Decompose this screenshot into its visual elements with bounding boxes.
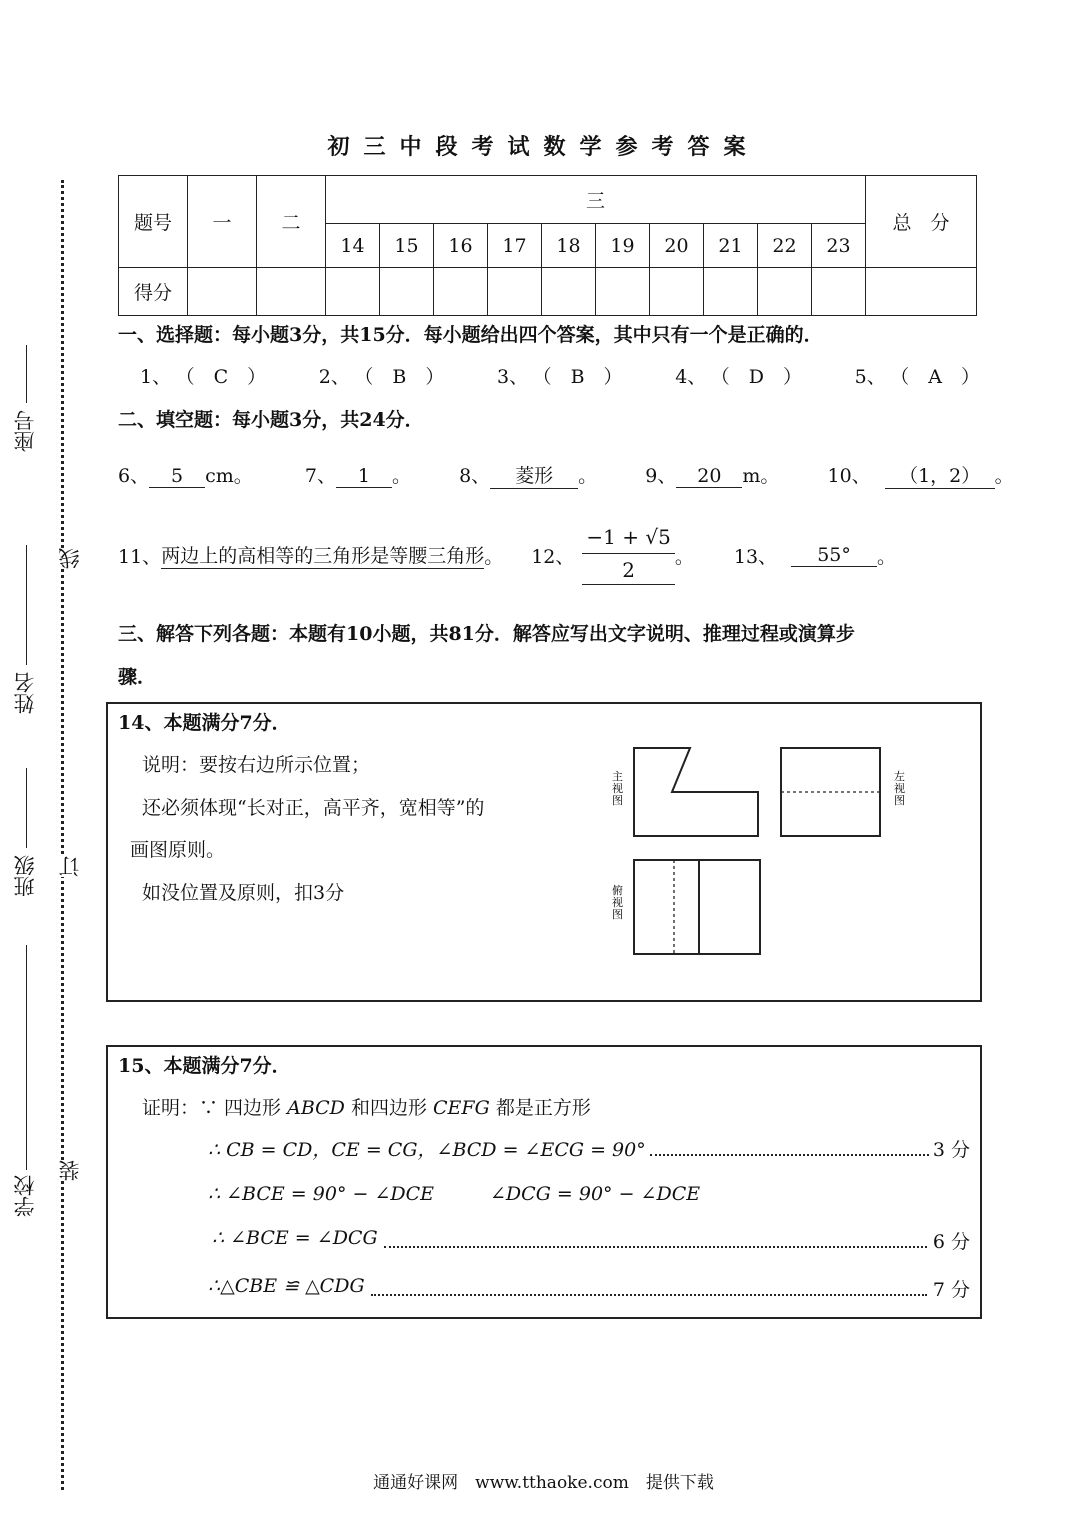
q15-line2-text: ∴ CB = CD，CE = CG，∠BCD = ∠ECG = 90° [208, 1139, 646, 1161]
score-cell [488, 268, 542, 316]
q15-proof-line5 [208, 1275, 970, 1302]
choice-number: 4、 [675, 366, 707, 388]
q15-line3a: ∴ ∠BCE = 90° − ∠DCE [208, 1183, 435, 1205]
q15-box [106, 1045, 982, 1319]
score-cell [326, 268, 380, 316]
q15-score-3: 3 分 [932, 1139, 970, 1161]
top-view-shape [634, 860, 760, 954]
q15-line4-text: ∴ ∠BCE = ∠DCG [212, 1227, 378, 1249]
table-col-part3: 三 [326, 176, 866, 224]
school-label: 学校 [13, 1175, 37, 1217]
choice-number: 5、 [854, 366, 886, 388]
q15-line1-suffix: 都是正方形 [489, 1097, 591, 1119]
q15-heading: 15、本题满分7分． [118, 1055, 291, 1077]
score-cell [257, 268, 326, 316]
q7-answer: 1 [336, 465, 392, 488]
section1-answers [140, 362, 980, 389]
q15-proof-line4 [212, 1227, 970, 1254]
seat-label: 座号 [13, 410, 37, 452]
choice-answer-item [140, 362, 266, 389]
q14-heading: 14、本题满分7分． [118, 712, 291, 734]
score-cell [758, 268, 812, 316]
choice-answer: （ D ） [720, 366, 803, 388]
fill-row-1 [118, 461, 1014, 489]
name-label: 姓名 [13, 672, 37, 714]
q15-proof-line1 [142, 1093, 591, 1120]
q11-unit: 。 [484, 545, 504, 568]
q15-square-abcd: ABCD [287, 1097, 345, 1119]
score-cell [596, 268, 650, 316]
seat-blank-line [26, 345, 27, 403]
name-blank-line [26, 545, 27, 665]
class-label: 班级 [13, 855, 37, 897]
q12-numerator: −1 + √5 [582, 525, 674, 554]
fill-row-2 [118, 520, 896, 590]
q9-unit: m。 [742, 465, 780, 487]
q15-line1-prefix: 证明：∵ 四边形 [142, 1097, 288, 1119]
page-title: 初三中段考试数学参考答案 [327, 134, 760, 160]
q15-line3b: ∠DCG = 90° − ∠DCE [490, 1183, 701, 1205]
table-subcol-19: 19 [596, 224, 650, 268]
q9-number: 9、 [645, 465, 677, 487]
table-subcol-16: 16 [434, 224, 488, 268]
top-view-label: 俯视图 [612, 884, 623, 921]
binding-mark-line: 线 [55, 548, 85, 569]
q9-answer: 20 [676, 465, 742, 488]
q14-note-2: 还必须体现“长对正，高平齐，宽相等”的 [142, 797, 485, 819]
q8-number: 8、 [459, 465, 491, 487]
q8-unit: 。 [578, 465, 598, 487]
q10-answer: （1，2） [885, 461, 995, 489]
score-cell-total [866, 268, 977, 316]
choice-answer: （ B ） [363, 366, 445, 388]
score-cell [704, 268, 758, 316]
q6-unit: cm。 [205, 465, 253, 487]
table-col-total: 总 分 [866, 176, 977, 268]
table-subcol-17: 17 [488, 224, 542, 268]
q15-score-7: 7 分 [932, 1279, 970, 1301]
binding-mark-install: 装 [55, 1160, 85, 1181]
choice-number: 3、 [496, 366, 529, 388]
table-subcol-23: 23 [812, 224, 866, 268]
table-subcol-18: 18 [542, 224, 596, 268]
q7-number: 7、 [304, 465, 336, 487]
choice-number: 2、 [318, 366, 350, 388]
binding-mark-order: 订 [55, 856, 85, 877]
table-subcol-22: 22 [758, 224, 812, 268]
section2-heading: 二、填空题：每小题3分，共24分． [118, 409, 424, 431]
choice-answer: （ B ） [542, 366, 623, 388]
table-header-score: 得分 [119, 268, 188, 316]
q13-number: 13、 [733, 545, 778, 568]
q12-number: 12、 [531, 545, 575, 568]
score-cell [434, 268, 488, 316]
choice-answer-item [319, 362, 445, 389]
choice-answer: （ A ） [899, 366, 980, 388]
q11-answer: 两边上的高相等的三角形是等腰三角形 [161, 541, 484, 569]
section3-heading-line2: 骤． [118, 666, 157, 688]
footer-text: 通通好课网 www.tthaoke.com 提供下载 [373, 1473, 714, 1493]
three-view-drawing [598, 734, 918, 964]
q6-number: 6、 [118, 465, 150, 487]
front-view-label: 主视图 [612, 770, 623, 807]
q12-fraction [582, 525, 674, 585]
table-subcol-14: 14 [326, 224, 380, 268]
table-subcol-20: 20 [650, 224, 704, 268]
q15-proof-line3 [208, 1183, 700, 1205]
q14-note-3: 画图原则。 [130, 839, 226, 861]
q14-note-1: 说明：要按右边所示位置； [142, 754, 371, 776]
q7-unit: 。 [391, 465, 411, 487]
table-subcol-15: 15 [380, 224, 434, 268]
q15-line5-text: ∴△CBE ≌ △CDG [208, 1275, 365, 1297]
q14-note-4: 如没位置及原则，扣3分 [142, 882, 345, 904]
score-cell [380, 268, 434, 316]
binding-dotted-line [61, 180, 64, 1490]
q15-score-6: 6 分 [932, 1231, 970, 1253]
q10-unit: 。 [994, 465, 1014, 487]
score-cell [650, 268, 704, 316]
score-cell [542, 268, 596, 316]
q6-answer: 5 [149, 465, 205, 488]
table-col-part2: 二 [257, 176, 326, 268]
section1-heading: 一、选择题：每小题3分，共15分．每小题给出四个答案，其中只有一个是正确的． [118, 324, 823, 346]
q15-line1-mid: 和四边形 [344, 1097, 433, 1119]
q11-number: 11、 [118, 545, 162, 568]
table-subcol-21: 21 [704, 224, 758, 268]
score-table [118, 175, 977, 316]
section3-heading-line1: 三、解答下列各题：本题有10小题，共81分．解答应写出文字说明、推理过程或演算步 [118, 623, 855, 645]
q10-number: 10、 [827, 465, 871, 487]
q15-square-cefg: CEFG [433, 1097, 490, 1119]
class-blank-line [26, 768, 27, 848]
score-cell [188, 268, 257, 316]
score-cell [812, 268, 866, 316]
q13-unit: 。 [877, 545, 897, 568]
choice-answer: （ C ） [185, 366, 267, 388]
q14-box [106, 702, 982, 1002]
q15-proof-line2 [208, 1135, 970, 1162]
school-blank-line [26, 945, 27, 1170]
q12-denominator: 2 [582, 554, 674, 585]
choice-answer-item [497, 362, 623, 389]
q12-unit: 。 [674, 545, 694, 568]
table-header-question-no: 题号 [119, 176, 188, 268]
q8-answer: 菱形 [490, 461, 578, 489]
left-view-label: 左视图 [894, 770, 905, 807]
choice-number: 1、 [140, 366, 172, 388]
q13-answer: 55° [791, 544, 877, 567]
front-view-shape [634, 748, 758, 836]
table-col-part1: 一 [188, 176, 257, 268]
choice-answer-item [855, 362, 980, 389]
choice-answer-item [675, 362, 802, 389]
